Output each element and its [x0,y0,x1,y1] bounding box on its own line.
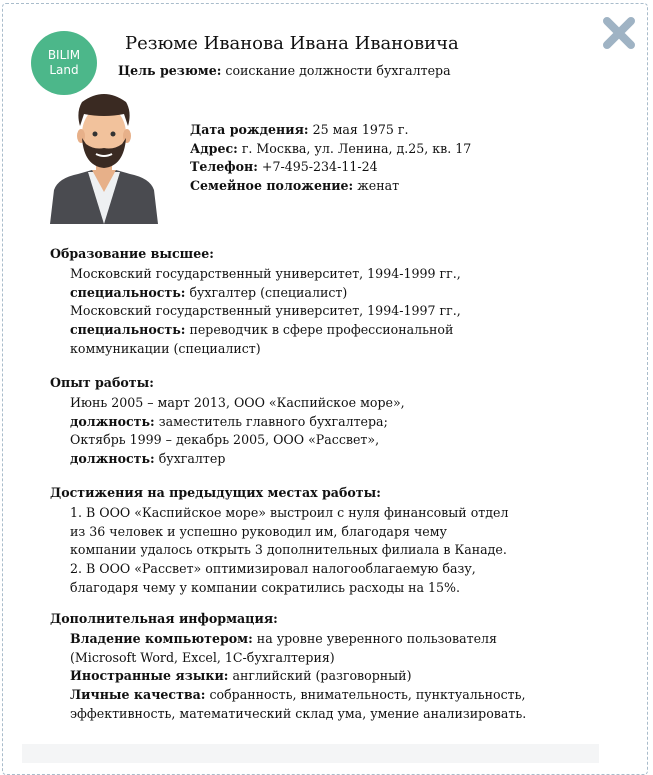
value: +7-495-234-11-24 [261,159,378,175]
value: коммуникации (специалист) [70,340,261,356]
page-title: Резюме Иванова Ивана Ивановича [125,33,459,54]
value: заместитель главного бухгалтера; [158,413,388,429]
list-item: компании удалось открыть 3 дополнительных филиала в Канаде. [70,542,507,558]
additional-heading: Дополнительная информация: [50,611,278,626]
personal-info [190,121,471,196]
value: бухгалтер [158,451,226,467]
list-item [70,686,526,705]
list-item [70,394,405,413]
logo-line-2: Land [49,63,79,77]
birth-date [190,121,471,140]
label: должность: [70,451,155,467]
list-item [70,321,461,340]
list-item [70,340,461,359]
value: переводчик в сфере профессиональной [189,322,454,338]
label: Владение компьютером: [70,631,253,646]
experience-list [70,394,405,469]
education-heading: Образование высшее: [50,246,214,261]
label: Телефон: [190,159,258,175]
value: 25 мая 1975 г. [312,122,409,137]
list-item [70,284,461,303]
list-item: 2. В ООО «Рассвет» оптимизировал налогооблагаемую базу, [70,561,476,577]
education-list [70,265,461,359]
value: Московский государственный университет, 1994-1999 гг., [70,266,461,281]
close-x-icon[interactable] [602,16,636,50]
achievements-list [70,504,508,598]
list-item [70,413,405,432]
list-item: 1. В ООО «Каспийское море» выстроил с нуля финансовый отдел [70,505,509,520]
value: на уровне уверенного пользователя [256,631,497,646]
value: английский (разговорный) [232,668,412,684]
additional-list [70,630,526,724]
label: Семейное положение: [190,178,354,194]
value: Московский государственный университет, 1994-1997 гг., [70,303,461,319]
value: Октябрь 1999 – декабрь 2005, ООО «Рассвет», [70,432,380,448]
logo-line-1: BILIM [47,48,81,62]
label: специальность: [70,322,186,338]
list-item [70,649,526,668]
goal-value: соискание должности бухгалтера [225,63,451,78]
list-item [70,302,461,321]
list-item [70,705,526,724]
resume-goal [118,62,451,81]
list-item [70,667,526,686]
label: Иностранные языки: [70,668,229,684]
label: специальность: [70,284,186,300]
list-item [70,265,461,284]
goal-label: Цель резюме: [118,63,222,78]
value: г. Москва, ул. Ленина, д.25, кв. 17 [241,140,472,156]
value: бухгалтер (специалист) [189,284,348,300]
label: Дата рождения: [190,122,309,137]
value: собранность, внимательность, пунктуальность, [209,687,526,703]
label: Адрес: [190,140,238,156]
avatar [48,92,160,224]
value: эффективность, математический склад ума, умение анализировать. [70,705,527,721]
value: женат [357,178,400,194]
label: Личные качества: [70,687,206,703]
label: должность: [70,413,155,429]
bottom-bar [22,744,599,763]
achievements-heading: Достижения на предыдущих местах работы: [50,485,381,500]
value: (Microsoft Word, Excel, 1С-бухгалтерия) [70,649,335,665]
list-item [70,431,405,450]
marital-status [190,177,471,196]
list-item: из 36 человек и успешно руководил им, благодаря чему [70,523,447,539]
list-item [70,450,405,469]
list-item [70,630,526,649]
list-item: благодаря чему у компании сократились расходы на 15%. [70,579,461,595]
address [190,140,471,159]
phone [190,158,471,177]
experience-heading: Опыт работы: [50,375,154,390]
value: Июнь 2005 – март 2013, ООО «Каспийское море», [70,395,405,410]
bilimland-logo [31,31,97,95]
